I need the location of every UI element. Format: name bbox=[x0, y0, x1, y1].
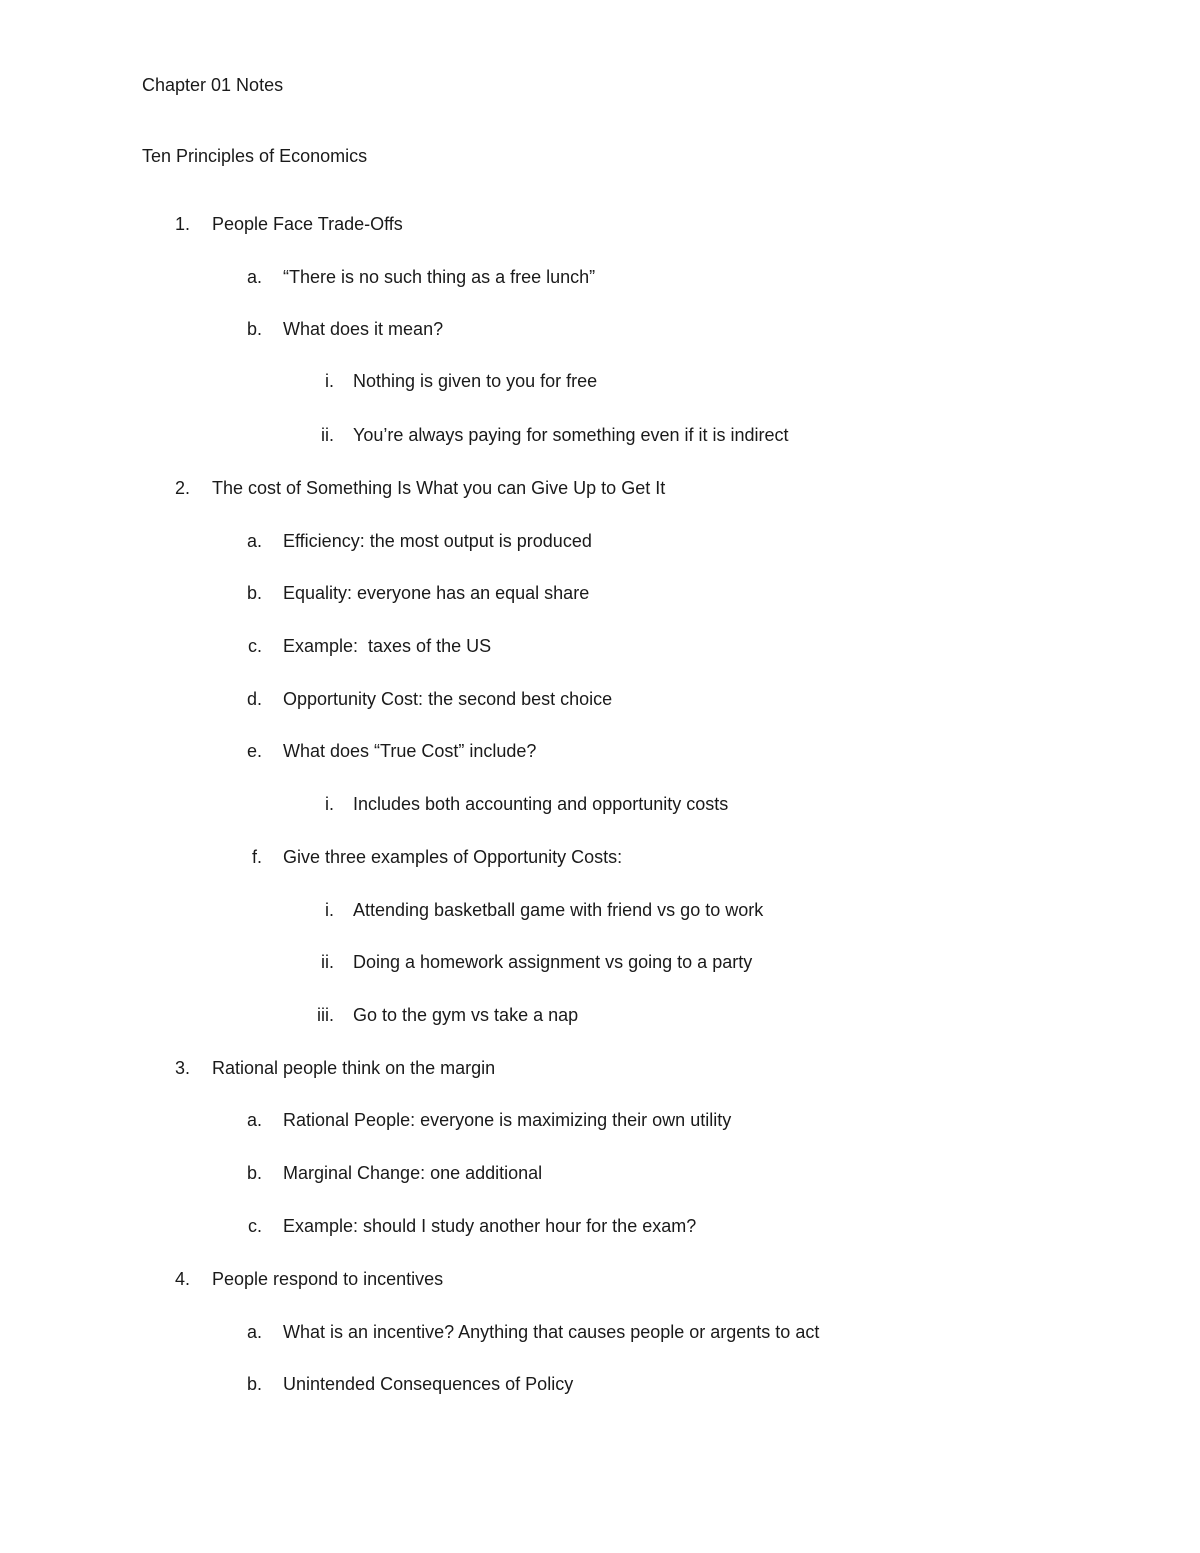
list-item: “There is no such thing as a free lunch” bbox=[283, 267, 596, 287]
sub-list-item: Nothing is given to you for free bbox=[353, 371, 598, 391]
item-letter: a. bbox=[246, 267, 262, 287]
subitem-numeral: i. bbox=[325, 900, 334, 920]
item-letter: b. bbox=[246, 583, 262, 603]
sub-list-item: Attending basketball game with friend vs go to work bbox=[353, 900, 764, 920]
subitem-numeral: i. bbox=[325, 371, 334, 391]
list-item: Equality: everyone has an equal share bbox=[283, 583, 590, 603]
principle-heading: People Face Trade-Offs bbox=[212, 214, 403, 234]
sub-list-item: Go to the gym vs take a nap bbox=[353, 1005, 579, 1025]
principle-number: 4. bbox=[174, 1269, 190, 1289]
principle-number: 1. bbox=[174, 214, 190, 234]
list-item: Example: should I study another hour for the exam? bbox=[283, 1216, 697, 1236]
sub-list-item: Includes both accounting and opportunity costs bbox=[353, 794, 729, 814]
item-letter: b. bbox=[246, 1163, 262, 1183]
item-letter: b. bbox=[246, 319, 262, 339]
item-letter: c. bbox=[247, 1216, 262, 1236]
list-item: Rational People: everyone is maximizing their own utility bbox=[283, 1110, 732, 1130]
document-subtitle: Ten Principles of Economics bbox=[142, 146, 368, 166]
list-item: What does it mean? bbox=[283, 319, 444, 339]
list-item: What is an incentive? Anything that causes people or argents to act bbox=[283, 1322, 820, 1342]
subitem-numeral: ii. bbox=[321, 952, 334, 972]
item-letter: f. bbox=[251, 847, 262, 867]
list-item: Opportunity Cost: the second best choice bbox=[283, 689, 613, 709]
list-item: Give three examples of Opportunity Costs: bbox=[283, 847, 623, 867]
list-item: What does “True Cost” include? bbox=[283, 741, 537, 761]
principle-number: 3. bbox=[174, 1058, 190, 1078]
subitem-numeral: i. bbox=[325, 794, 334, 814]
list-item: Efficiency: the most output is produced bbox=[283, 531, 592, 551]
principle-heading: The cost of Something Is What you can Give Up to Get It bbox=[212, 478, 666, 498]
item-letter: d. bbox=[246, 689, 262, 709]
principle-number: 2. bbox=[174, 478, 190, 498]
item-letter: a. bbox=[246, 1322, 262, 1342]
document-title: Chapter 01 Notes bbox=[142, 75, 284, 95]
item-letter: a. bbox=[246, 1110, 262, 1130]
principle-heading: People respond to incentives bbox=[212, 1269, 444, 1289]
sub-list-item: You’re always paying for something even if it is indirect bbox=[353, 425, 789, 445]
item-letter: b. bbox=[246, 1374, 262, 1394]
item-letter: c. bbox=[247, 636, 262, 656]
list-item: Unintended Consequences of Policy bbox=[283, 1374, 574, 1394]
sub-list-item: Doing a homework assignment vs going to a party bbox=[353, 952, 753, 972]
principle-heading: Rational people think on the margin bbox=[212, 1058, 496, 1078]
subitem-numeral: iii. bbox=[317, 1005, 334, 1025]
item-letter: a. bbox=[246, 531, 262, 551]
list-item: Example: taxes of the US bbox=[283, 636, 492, 656]
item-letter: e. bbox=[246, 741, 262, 761]
list-item: Marginal Change: one additional bbox=[283, 1163, 543, 1183]
subitem-numeral: ii. bbox=[321, 425, 334, 445]
